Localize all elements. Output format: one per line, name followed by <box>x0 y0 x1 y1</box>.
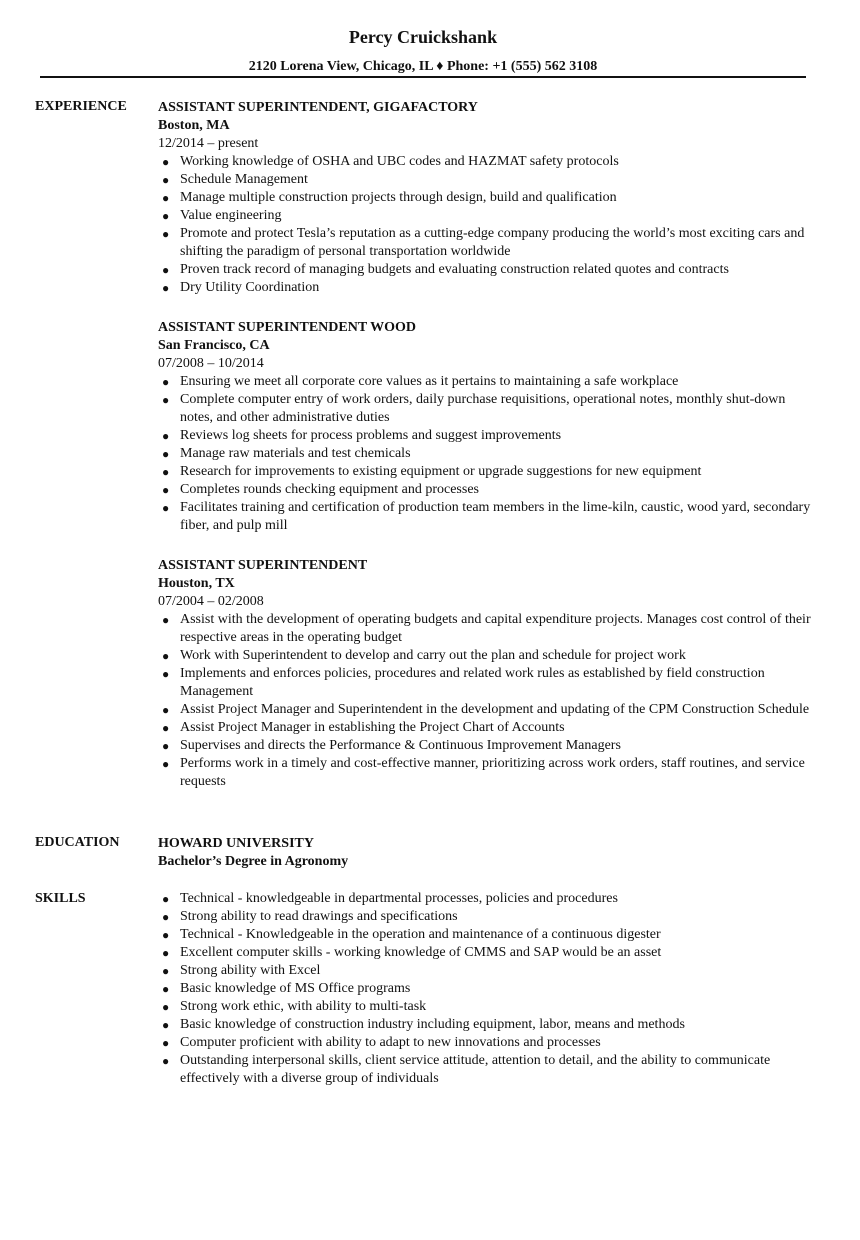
bullet-icon: ● <box>162 649 170 663</box>
bullet-icon: ● <box>162 209 170 223</box>
job-entry <box>158 99 818 297</box>
list-item: ● Strong ability to read drawings and specifications <box>162 909 458 924</box>
list-item: ● Manage raw materials and test chemicals <box>162 446 411 461</box>
list-item: ● Performs work in a timely and cost-effective manner, prioritizing across work orders, staff routines, and service requests <box>162 756 805 789</box>
bullet-icon: ● <box>162 173 170 187</box>
list-item: ● Basic knowledge of construction industry including equipment, labor, means and methods <box>162 1017 685 1032</box>
bullet-icon: ● <box>162 1018 170 1032</box>
header-divider <box>40 76 806 78</box>
list-item: ● Excellent computer skills - working knowledge of CMMS and SAP would be an asset <box>162 945 662 960</box>
list-item: ● Basic knowledge of MS Office programs <box>162 981 411 996</box>
list-item: ● Facilitates training and certification of production team members in the lime-kiln, caustic, wood yard, secondary fiber, and pulp mill <box>162 500 811 533</box>
list-item: ● Schedule Management <box>162 172 308 187</box>
bullet-icon: ● <box>162 892 170 906</box>
job-location: Boston, MA <box>158 118 230 133</box>
job-bullets <box>158 153 818 297</box>
list-item: ● Complete computer entry of work orders, daily purchase requisitions, operational notes, monthly shut-down notes, and other administrative duties <box>162 392 786 425</box>
list-item: ● Reviews log sheets for process problems and suggest improvements <box>162 428 562 443</box>
list-item: ● Strong ability with Excel <box>162 963 321 978</box>
bullet-icon: ● <box>162 1036 170 1050</box>
list-item: ● Promote and protect Tesla’s reputation as a cutting-edge company producing the world’s most exciting cars and shifting the paradigm of personal transportation worldwide <box>162 226 805 259</box>
skills-bullets <box>158 890 818 1088</box>
list-item: ● Supervises and directs the Performance & Continuous Improvement Managers <box>162 738 621 753</box>
job-entry <box>158 319 818 535</box>
list-item: ● Dry Utility Coordination <box>162 280 320 295</box>
bullet-icon: ● <box>162 501 170 515</box>
list-item: ● Work with Superintendent to develop and carry out the plan and schedule for project work <box>162 648 686 663</box>
bullet-icon: ● <box>162 393 170 407</box>
list-item: ● Assist Project Manager and Superintendent in the development and updating of the CPM Construction Schedule <box>162 702 810 717</box>
list-item: ● Outstanding interpersonal skills, client service attitude, attention to detail, and the ability to communicate effectively with a diverse group of individuals <box>162 1053 771 1086</box>
job-location: Houston, TX <box>158 576 235 591</box>
job-title: ASSISTANT SUPERINTENDENT <box>158 558 368 573</box>
list-item: ● Assist Project Manager in establishing the Project Chart of Accounts <box>162 720 565 735</box>
job-title: ASSISTANT SUPERINTENDENT WOOD <box>158 320 417 335</box>
bullet-icon: ● <box>162 964 170 978</box>
list-item: ● Manage multiple construction projects through design, build and qualification <box>162 190 617 205</box>
list-item: ● Completes rounds checking equipment and processes <box>162 482 479 497</box>
bullet-icon: ● <box>162 155 170 169</box>
list-item: ● Research for improvements to existing equipment or upgrade suggestions for new equipment <box>162 464 702 479</box>
bullet-icon: ● <box>162 483 170 497</box>
job-title: ASSISTANT SUPERINTENDENT, GIGAFACTORY <box>158 100 478 115</box>
bullet-icon: ● <box>162 757 170 771</box>
list-item: ● Working knowledge of OSHA and UBC codes and HAZMAT safety protocols <box>162 154 619 169</box>
bullet-icon: ● <box>162 263 170 277</box>
bullet-icon: ● <box>162 429 170 443</box>
list-item: ● Assist with the development of operating budgets and capital expenditure projects. Manages cost control of their respective areas in the operating budget <box>162 612 811 645</box>
job-bullets <box>158 611 818 791</box>
bullet-icon: ● <box>162 613 170 627</box>
resume-name: Percy Cruickshank <box>348 27 498 47</box>
job-location: San Francisco, CA <box>158 338 270 353</box>
bullet-icon: ● <box>162 375 170 389</box>
list-item: ● Technical - knowledgeable in departmental processes, policies and procedures <box>162 891 618 906</box>
skills-list <box>158 890 818 1088</box>
bullet-icon: ● <box>162 191 170 205</box>
bullet-icon: ● <box>162 721 170 735</box>
bullet-icon: ● <box>162 447 170 461</box>
list-item: ● Ensuring we meet all corporate core values as it pertains to maintaining a safe workplace <box>162 374 679 389</box>
bullet-icon: ● <box>162 946 170 960</box>
job-dates: 07/2004 – 02/2008 <box>158 594 264 609</box>
section-label-education: EDUCATION <box>35 835 120 850</box>
job-dates: 12/2014 – present <box>158 136 259 151</box>
degree: Bachelor’s Degree in Agronomy <box>158 854 349 869</box>
contact-line: 2120 Lorena View, Chicago, IL ♦ Phone: +1 (555) 562 3108 <box>248 59 598 74</box>
bullet-icon: ● <box>162 703 170 717</box>
job-entry <box>158 557 818 791</box>
list-item: ● Proven track record of managing budgets and evaluating construction related quotes and contracts <box>162 262 729 277</box>
list-item: ● Computer proficient with ability to adapt to new innovations and processes <box>162 1035 601 1050</box>
bullet-icon: ● <box>162 910 170 924</box>
bullet-icon: ● <box>162 928 170 942</box>
list-item: ● Technical - Knowledgeable in the operation and maintenance of a continuous digester <box>162 927 661 942</box>
school-name: HOWARD UNIVERSITY <box>158 836 314 851</box>
list-item: ● Implements and enforces policies, procedures and related work rules as established by field construction Management <box>162 666 765 699</box>
bullet-icon: ● <box>162 739 170 753</box>
list-item: ● Strong work ethic, with ability to multi-task <box>162 999 427 1014</box>
bullet-icon: ● <box>162 667 170 681</box>
bullet-icon: ● <box>162 982 170 996</box>
job-bullets <box>158 373 818 535</box>
section-label-experience: EXPERIENCE <box>35 99 127 114</box>
bullet-icon: ● <box>162 281 170 295</box>
bullet-icon: ● <box>162 1054 170 1068</box>
list-item: ● Value engineering <box>162 208 282 223</box>
job-dates: 07/2008 – 10/2014 <box>158 356 264 371</box>
section-label-skills: SKILLS <box>35 891 86 906</box>
bullet-icon: ● <box>162 465 170 479</box>
education-entry <box>158 835 818 871</box>
bullet-icon: ● <box>162 1000 170 1014</box>
bullet-icon: ● <box>162 227 170 241</box>
